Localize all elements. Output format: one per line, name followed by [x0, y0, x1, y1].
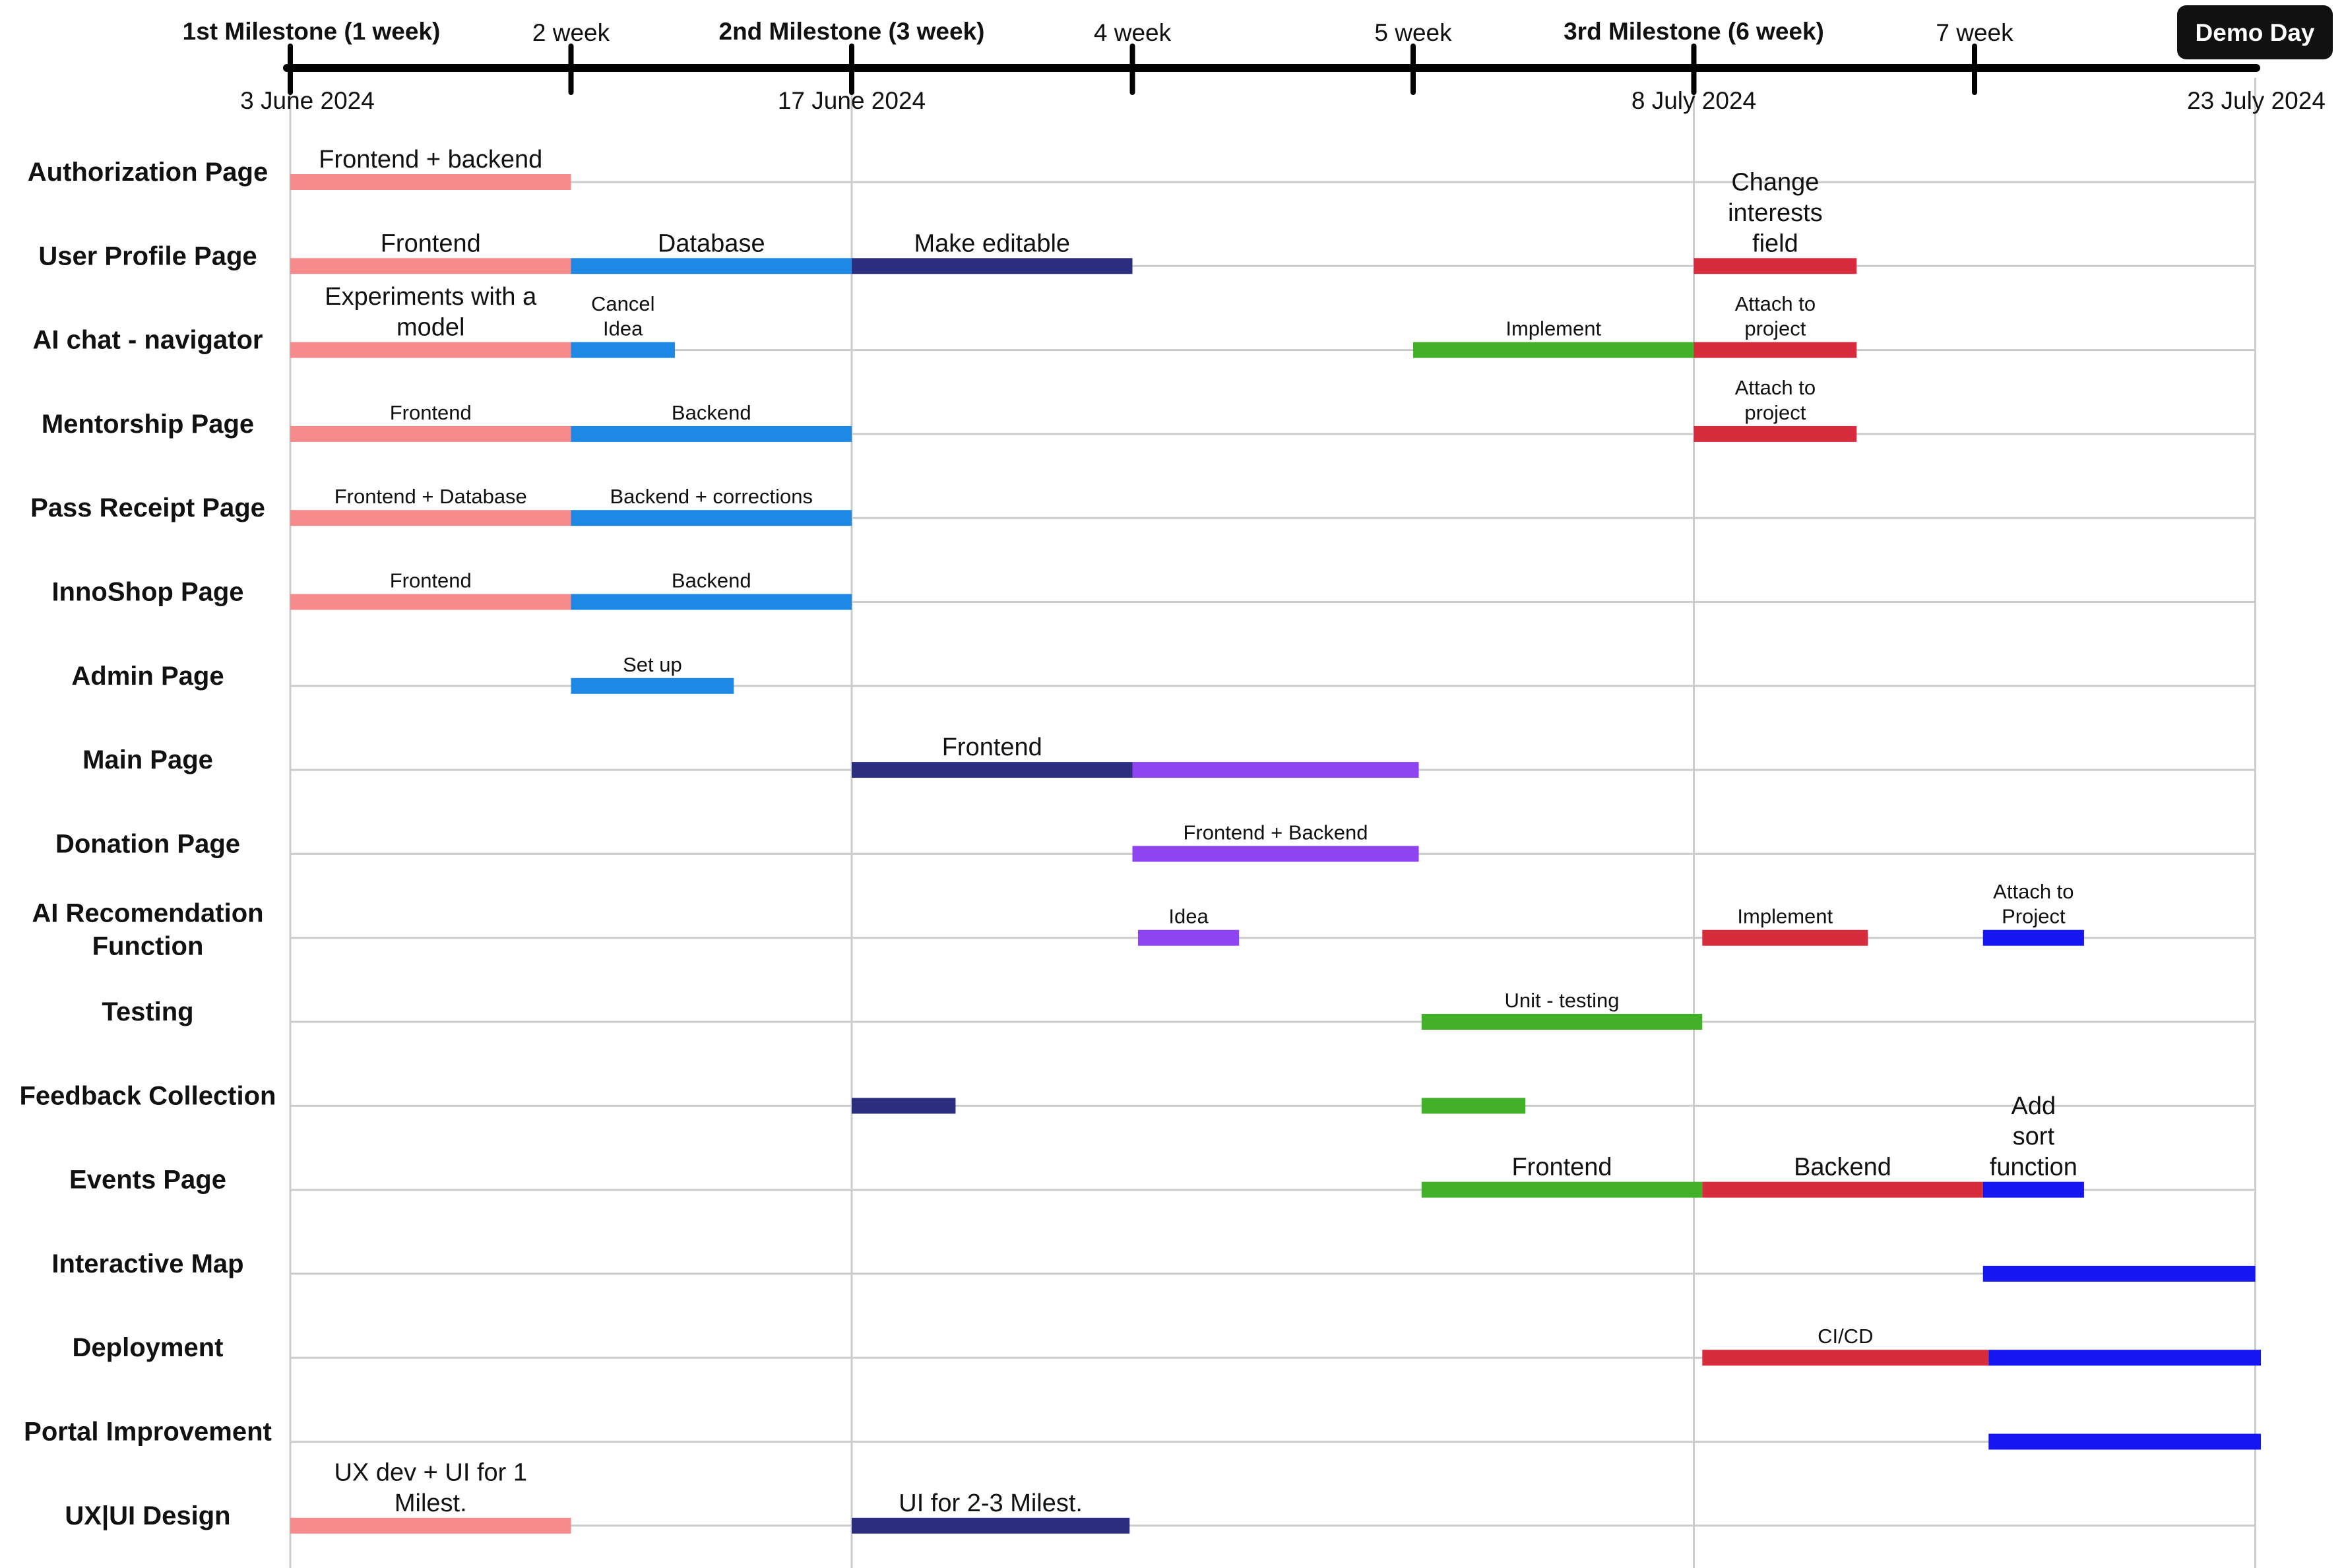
- task-label: Implement: [1505, 317, 1602, 340]
- task-label: Frontend: [941, 734, 1042, 762]
- task-bar: [1702, 1350, 1988, 1365]
- row-label: Authorization Page: [27, 158, 269, 187]
- task-label: Add sort function: [1989, 1092, 2077, 1181]
- task-label: Frontend: [389, 400, 472, 424]
- row-label: Feedback Collection: [19, 1081, 276, 1111]
- task-label: Attach to Project: [1993, 879, 2074, 928]
- row-label: AI chat - navigator: [32, 325, 263, 355]
- task-bar: [1422, 1014, 1703, 1030]
- task-label: Idea: [1168, 904, 1209, 928]
- row-label: InnoShop Page: [51, 577, 244, 607]
- task-bar: [290, 594, 571, 610]
- task-bar: [571, 510, 852, 526]
- milestone-label: 2nd Milestone (3 week): [718, 18, 985, 45]
- task-bar: [571, 426, 852, 442]
- task-bar: [1133, 846, 1419, 862]
- row-label: Pass Receipt Page: [30, 493, 265, 523]
- row-label: Main Page: [82, 745, 213, 775]
- milestone-label: 1st Milestone (1 week): [182, 18, 441, 45]
- row-label: Admin Page: [71, 661, 224, 691]
- task-label: Backend + corrections: [610, 485, 813, 509]
- row-label: User Profile Page: [38, 241, 257, 271]
- task-bar: [290, 426, 571, 442]
- task-label: Frontend: [389, 569, 472, 592]
- task-label: Backend: [671, 569, 751, 592]
- task-label: Frontend: [1511, 1153, 1612, 1181]
- task-bar: [1702, 930, 1868, 946]
- task-bar: [1988, 1434, 2261, 1450]
- task-bar: [852, 762, 1133, 778]
- task-label: Attach to project: [1734, 292, 1816, 340]
- task-label: Change interests field: [1728, 168, 1823, 258]
- task-label: Frontend: [380, 230, 481, 258]
- task-bar: [852, 1098, 955, 1113]
- task-bar: [852, 258, 1133, 274]
- task-bar: [571, 594, 852, 610]
- task-label: Backend: [671, 400, 751, 424]
- task-bar: [1422, 1098, 1525, 1113]
- task-bar: [290, 1518, 571, 1534]
- row-label: Donation Page: [55, 829, 241, 859]
- task-bar: [1413, 342, 1694, 358]
- date-label: 8 July 2024: [1631, 87, 1757, 114]
- task-label: Unit - testing: [1504, 989, 1620, 1012]
- task-label: Database: [657, 230, 765, 258]
- task-bar: [1702, 1182, 1983, 1198]
- task-label: Experiments with a model: [325, 283, 537, 342]
- task-bar: [571, 678, 734, 694]
- week-label: 7 week: [1936, 19, 2013, 46]
- task-label: Cancel Idea: [590, 292, 655, 340]
- row-label: UX|UI Design: [65, 1501, 231, 1530]
- task-label: Backend: [1794, 1153, 1891, 1181]
- task-label: Make editable: [914, 230, 1071, 258]
- task-label: Frontend + backend: [319, 146, 543, 173]
- task-bar: [1694, 258, 1857, 274]
- task-bar: [1983, 1266, 2256, 1282]
- task-bar: [1983, 1182, 2084, 1198]
- task-bar: [290, 510, 571, 526]
- task-label: Frontend + Backend: [1183, 821, 1368, 844]
- week-label: 2 week: [532, 19, 610, 46]
- row-label: Events Page: [69, 1165, 226, 1195]
- task-bar: [571, 258, 852, 274]
- date-label: 17 June 2024: [777, 87, 926, 114]
- week-label: 4 week: [1093, 19, 1172, 46]
- row-label: Portal Improvement: [24, 1417, 272, 1447]
- milestone-label: Demo Day: [2195, 19, 2315, 46]
- task-bar: [1138, 930, 1239, 946]
- row-label: AI Recomendation Function: [32, 898, 264, 961]
- row-label: Deployment: [72, 1333, 224, 1363]
- row-label: Mentorship Page: [41, 409, 255, 439]
- task-bar: [571, 342, 675, 358]
- date-label: 23 July 2024: [2187, 87, 2326, 114]
- task-bar: [1422, 1182, 1703, 1198]
- task-bar: [1694, 426, 1857, 442]
- task-label: Implement: [1737, 904, 1833, 928]
- task-bar: [290, 258, 571, 274]
- task-bar: [1694, 342, 1857, 358]
- row-label: Testing: [102, 997, 194, 1026]
- task-bar: [1988, 1350, 2261, 1365]
- task-bar: [852, 1518, 1129, 1534]
- week-label: 5 week: [1374, 19, 1452, 46]
- task-label: CI/CD: [1818, 1325, 1874, 1348]
- milestone-label: 3rd Milestone (6 week): [1564, 18, 1824, 45]
- task-label: Frontend + Database: [334, 485, 527, 509]
- task-label: UX dev + UI for 1 Milest.: [334, 1458, 528, 1517]
- task-label: Set up: [623, 652, 682, 676]
- task-bar: [290, 342, 571, 358]
- task-bar: [290, 174, 571, 190]
- date-label: 3 June 2024: [240, 87, 375, 114]
- row-label: Interactive Map: [51, 1249, 244, 1278]
- task-bar: [1133, 762, 1419, 778]
- task-label: Attach to project: [1734, 376, 1816, 424]
- task-label: UI for 2-3 Milest.: [899, 1489, 1083, 1517]
- task-bar: [1983, 930, 2084, 946]
